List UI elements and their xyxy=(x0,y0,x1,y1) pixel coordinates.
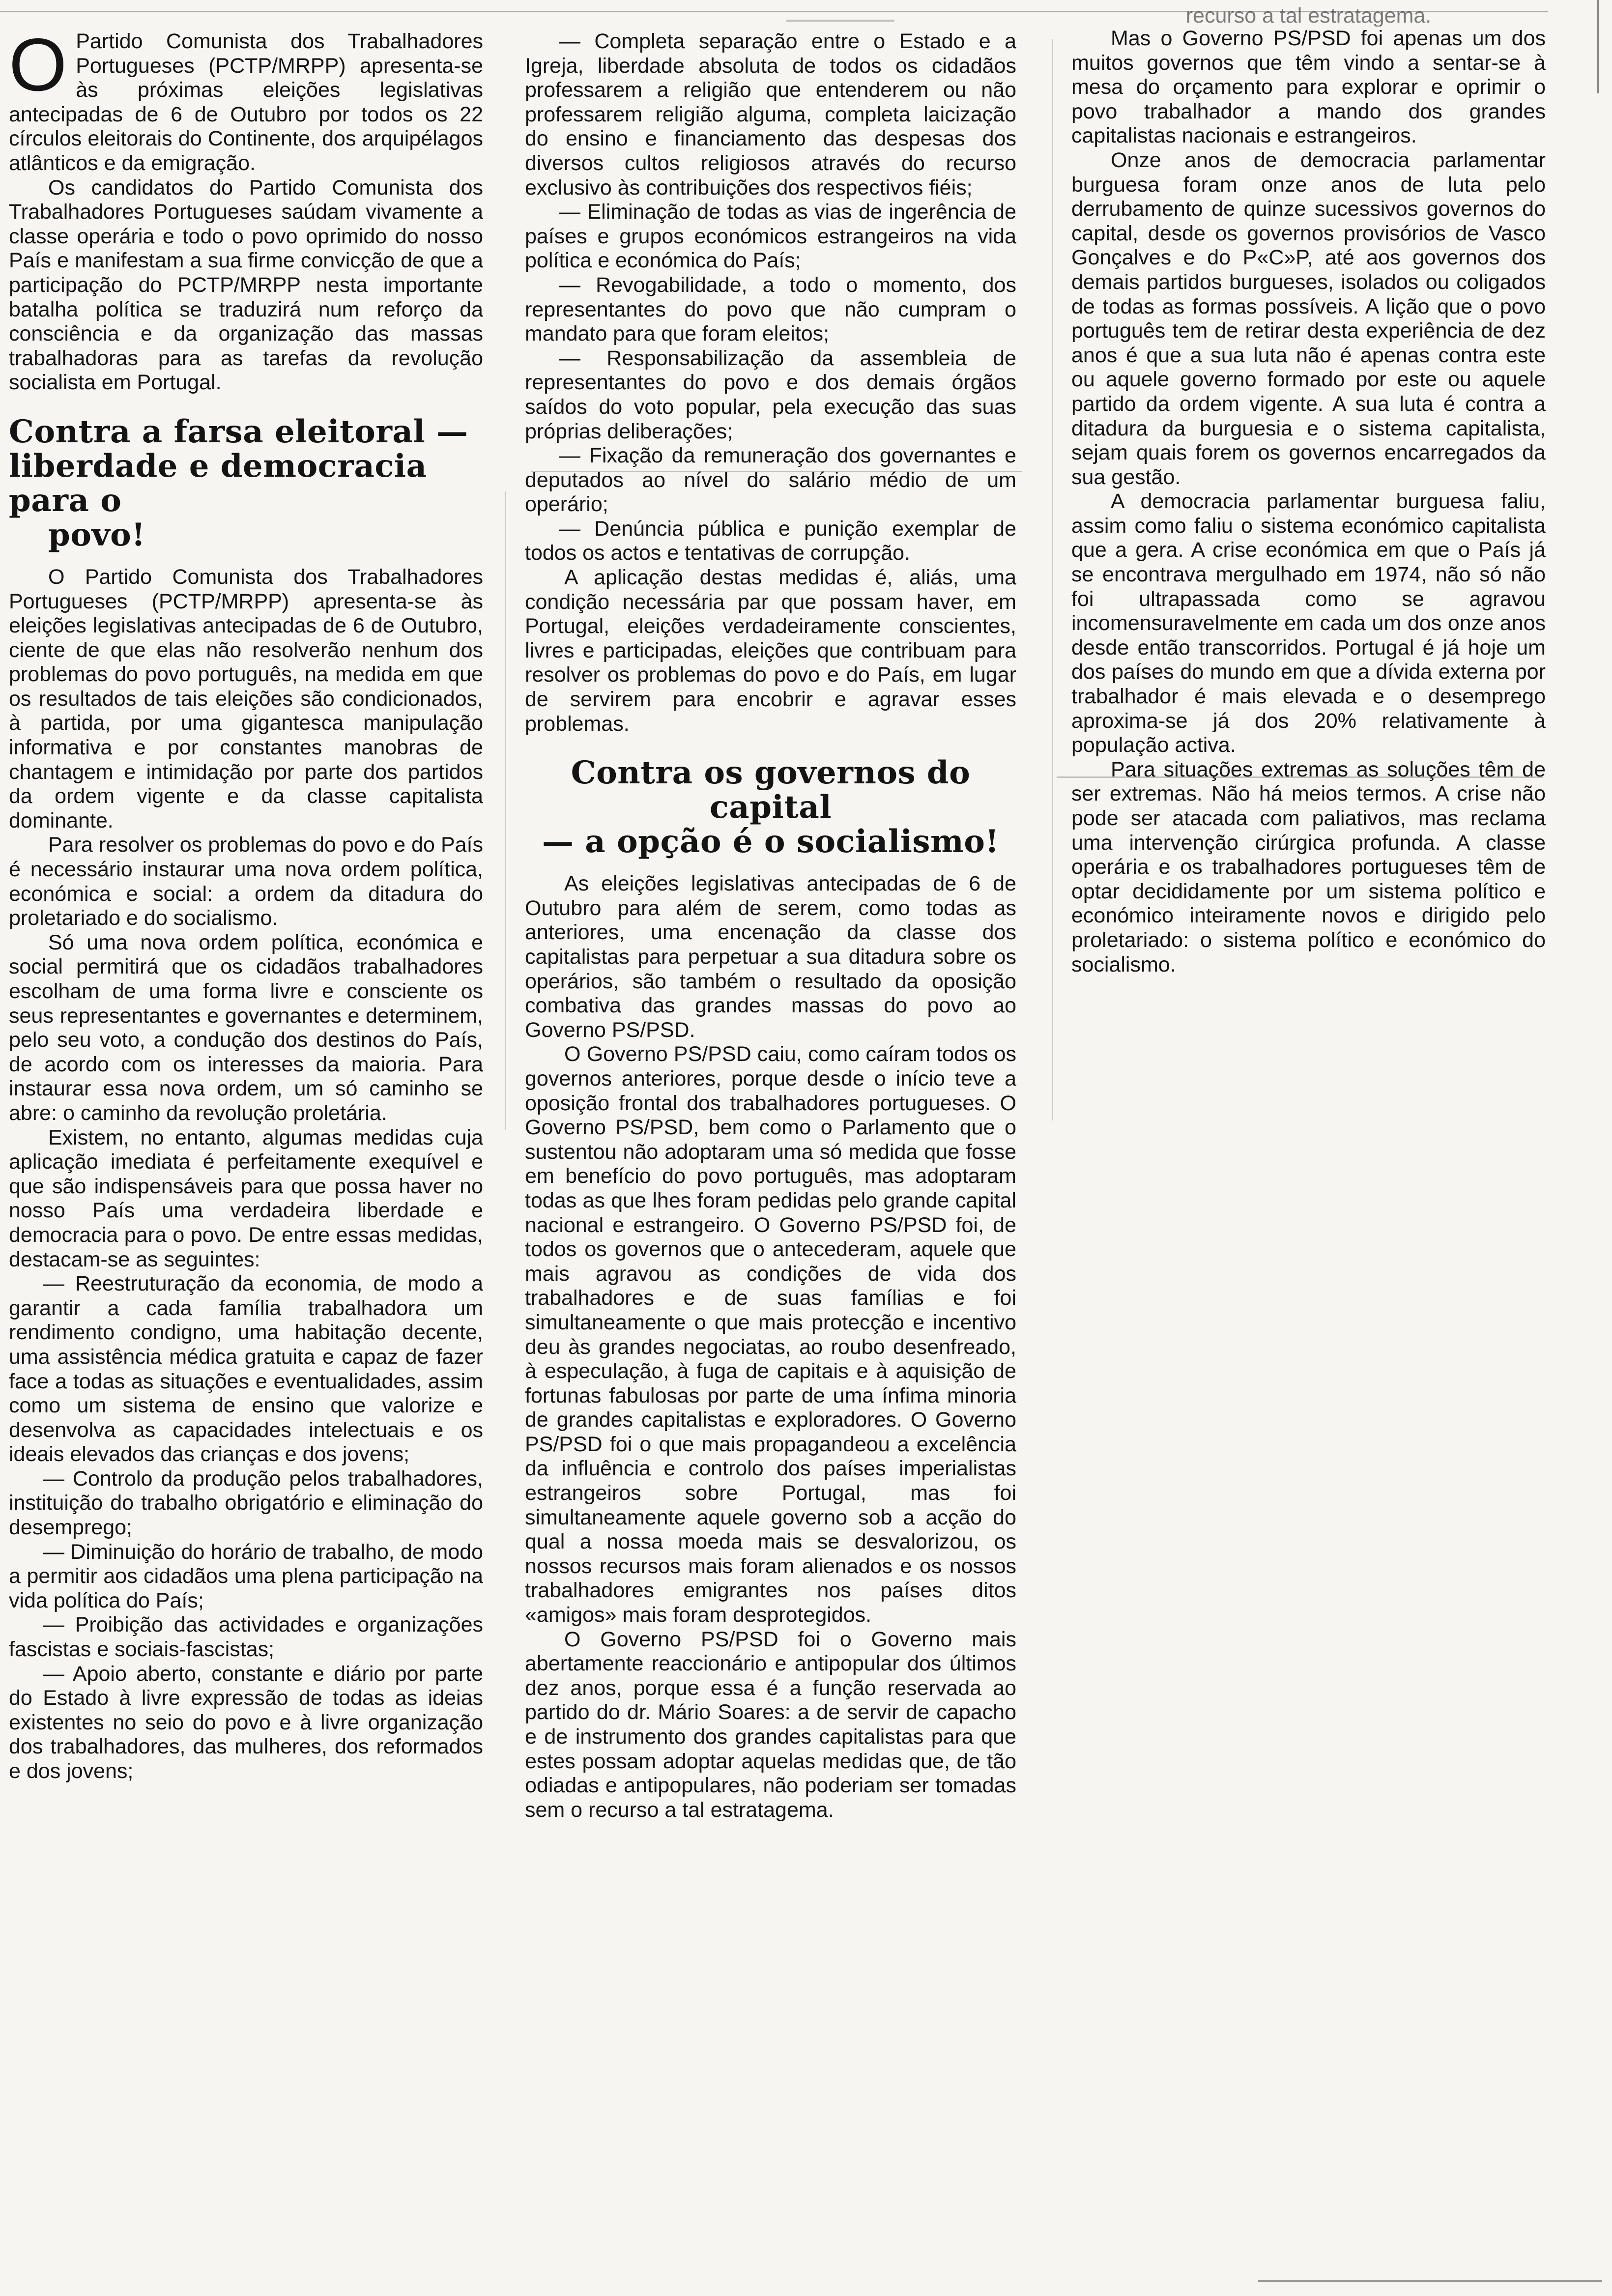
paragraph: As eleições legislativas antecipadas de 6 de Outubro para além de serem, como todas as anteriores, uma encenação da classe dos capitalistas para perpetuar a sua ditadura sobre os operários, são também o resultado da oposição combativa das grandes massas do povo ao Governo PS/PSD. xyxy=(525,872,1016,1042)
measure-item: — Proibição das actividades e organizações fascistas e sociais-fascistas; xyxy=(9,1613,483,1662)
column-divider xyxy=(505,491,506,1130)
measure-item: — Apoio aberto, constante e diário por parte do Estado à livre expressão de todas as ideias existentes no seio do povo e à livre organização dos trabalhadores, das mulheres, dos reformados e dos jovens; xyxy=(9,1662,483,1783)
page-edge-mark xyxy=(1597,0,1599,93)
heading-line: Contra os governos do capital xyxy=(571,754,971,826)
paragraph: Os candidatos do Partido Comunista dos Trabalhadores Portugueses saúdam vivamente a classe operária e todo o povo oprimido do nosso País e manifestam a sua firme convicção de que a participação do PCTP/MRPP nesta importante batalha política se traduzirá num reforço da consciência e da organização das massas trabalhadoras para as tarefas da revolução socialista em Portugal. xyxy=(9,175,483,395)
column-divider xyxy=(1052,39,1053,1120)
paragraph: Existem, no entanto, algumas medidas cuja aplicação imediata é perfeitamente exequível e que são indispensáveis para que possa haver no nosso País uma verdadeira liberdade e democracia para o povo. De entre essas medidas, destacam-se as seguintes: xyxy=(9,1125,483,1271)
paragraph: O Partido Comunista dos Trabalhadores Portugueses (PCTP/MRPP) apresenta-se às eleições legislativas antecipadas de 6 de Outubro, ciente de que elas não resolverão nenhum dos problemas do povo português, na medida em que os resultados de tais eleições são condicionados, à partida, por uma gigantesca manipulação informativa e por constantes manobras de chantagem e intimidação por parte dos partidos da ordem vigente e da classe capitalista dominante. xyxy=(9,565,483,832)
measure-item: — Completa separação entre o Estado e a Igreja, liberdade absoluta de todos os cidadãos professarem a religião que entenderem ou não professarem religião alguma, completa laicização do ensino e financiamento das despesas dos diversos cultos religiosos através do recurso exclusivo às contribuições dos respectivos fiéis; xyxy=(525,29,1016,200)
paragraph: A democracia parlamentar burguesa faliu, assim como faliu o sistema económico capitalista que a gera. A crise económica em que o País já se encontrava mergulhado em 1974, não só não foi ultrapassada como se agravou incomensuravelmente em cada um dos onze anos desde então transcorridos. Portugal é já hoje um dos países do mundo em que a dívida externa por trabalhador é mais elevada e o desemprego aproxima-se já dos 20% relativamente à população activa. xyxy=(1071,489,1546,757)
paragraph: Onze anos de democracia parlamentar burguesa foram onze anos de luta pelo derrubamento de quinze sucessivos governos do capital, desde os governos provisórios de Vasco Gonçalves e do P«C»P, até aos governos dos demais partidos burgueses, isolados ou coligados de todas as formas possíveis. A lição que o povo português tem de retirar desta experiência de dez anos é que a sua luta não é apenas contra este ou aquele governo formado por este ou aquele partido da ordem vigente. A sua luta é contra a ditadura da burguesia e o sistema capitalista, sejam quais forem os governos encarregados da sua gestão. xyxy=(1071,148,1546,489)
paragraph: O Governo PS/PSD caiu, como caíram todos os governos anteriores, porque desde o início teve a oposição frontal dos trabalhadores portugueses. O Governo PS/PSD, bem como o Parlamento que o sustentou não adoptaram uma só medida que fosse em benefício do povo português, mas adoptaram todas as que lhes foram pedidas pelo grande capital nacional e estrangeiro. O Governo PS/PSD foi, de todos os governos que o antecederam, aquele que mais agravou as condições de vida dos trabalhadores e de suas famílias e foi simultaneamente o que mais protecção e incentivo deu às grandes negociatas, ao roubo desenfreado, à especulação, à fuga de capitais e à aquisição de fortunas fabulosas por parte de uma ínfima minoria de grandes capitalistas e exploradores. O Governo PS/PSD foi o que mais propagandeou a excelência da influência e controlo dos países imperialistas estrangeiros sobre Portugal, mas foi simultaneamente aquele governo sob a acção do qual a nossa moeda mais se desvalorizou, os nossos recursos mais foram alienados e os nossos trabalhadores emigrantes nos países ditos «amigos» mais foram desprotegidos. xyxy=(525,1042,1016,1627)
measure-item: — Denúncia pública e punição exemplar de todos os actos e tentativas de corrupção. xyxy=(525,517,1016,565)
paragraph: Só uma nova ordem política, económica e social permitirá que os cidadãos trabalhadores escolham de uma forma livre e consciente os seus representantes e governantes e determinem, pelo seu voto, a condução dos destinos do País, de acordo com os interesses da maioria. Para instaurar essa nova ordem, um só caminho se abre: o caminho da revolução proletária. xyxy=(9,930,483,1125)
paragraph: Mas o Governo PS/PSD foi apenas um dos muitos governos que têm vindo a sentar-se à mesa do orçamento para explorar e oprimir o povo trabalhador a mando dos grandes capitalistas nacionais e estrangeiros. xyxy=(1071,27,1546,148)
bottom-rule xyxy=(1258,2280,1602,2282)
measure-item: — Eliminação de todas as vias de ingerência de países e grupos económicos estrangeiros na vida política e económica do País; xyxy=(525,200,1016,273)
section-heading-socialism xyxy=(525,756,1016,859)
measure-item: — Responsabilização da assembleia de representantes do povo e dos demais órgãos saídos do voto popular, pela execução das suas próprias deliberações; xyxy=(525,346,1016,443)
heading-line: Contra a farsa eleitoral — liberdade e democracia para o xyxy=(9,413,468,519)
scan-smudge xyxy=(786,20,894,22)
article-column-2 xyxy=(525,29,1016,1822)
article-column-1 xyxy=(9,23,483,1784)
paragraph: O Governo PS/PSD foi o Governo mais abertamente reaccionário e antipopular dos últimos dez anos, porque essa é a função reservada ao partido do dr. Mário Soares: a de servir de capacho e de instrumento dos grandes capitalistas para que estes possam adoptar aquelas medidas que, de tão odiadas e antipopulares, não poderiam ser tomadas sem o recurso a tal estratagema. xyxy=(525,1627,1016,1822)
measure-item: — Controlo da produção pelos trabalhadores, instituição do trabalho obrigatório e eliminação do desemprego; xyxy=(9,1466,483,1540)
measure-item: — Diminuição do horário de trabalho, de modo a permitir aos cidadãos uma plena participação na vida política do País; xyxy=(9,1540,483,1612)
intro-paragraph xyxy=(9,23,483,176)
measure-item: — Revogabilidade, a todo o momento, dos representantes do povo que não cumpram o mandato para que foram eleitos; xyxy=(525,273,1016,346)
heading-line: povo! xyxy=(48,516,145,553)
paragraph: Para situações extremas as soluções têm de ser extremas. Não há meios termos. A crise não pode ser atacada com paliativos, mas reclama uma intervenção cirúrgica profunda. A classe operária e os trabalhadores portugueses têm de optar decididamente por um sistema político e económico inteiramente novos e dirigido pelo proletariado: o sistema político e económico do socialismo. xyxy=(1071,757,1546,976)
drop-cap: O xyxy=(9,23,67,107)
paragraph: Para resolver os problemas do povo e do País é necessário instaurar uma nova ordem política, económica e social: a ordem da ditadura do proletariado e do socialismo. xyxy=(9,833,483,930)
heading-line: — a opção é o socialismo! xyxy=(542,823,999,861)
measure-item: — Reestruturação da economia, de modo a garantir a cada família trabalhadora um rendimento condigno, uma habitação decente, uma assistência médica gratuita e capaz de fazer face a todas as situações e eventualidades, assim como um sistema de ensino que valorize e desenvolva as capacidades intelectuais e os ideais elevados das crianças e dos jovens; xyxy=(9,1272,483,1466)
intro-text: Partido Comunista dos Trabalhadores Portugueses (PCTP/MRPP) apresenta-se às próximas eleições legislativas antecipadas de 6 de Outubro por todos os 22 círculos eleitorais do Continente, dos arquipélagos atlânticos e da emigração. xyxy=(9,29,483,175)
continued-fragment: recurso a tal estratagema. xyxy=(1185,4,1432,27)
section-heading-electoral xyxy=(9,415,483,552)
paragraph: A aplicação destas medidas é, aliás, uma condição necessária par que possam haver, em Portugal, eleições verdadeiramente conscientes, livres e participadas, eleições que contribuam para resolver os problemas do povo e do País, em lugar de servirem para encobrir e agravar esses problemas. xyxy=(525,566,1016,736)
measure-item: — Fixação da remuneração dos governantes e deputados ao nível do salário médio de um operário; xyxy=(525,444,1016,517)
article-column-3 xyxy=(1071,4,1546,977)
